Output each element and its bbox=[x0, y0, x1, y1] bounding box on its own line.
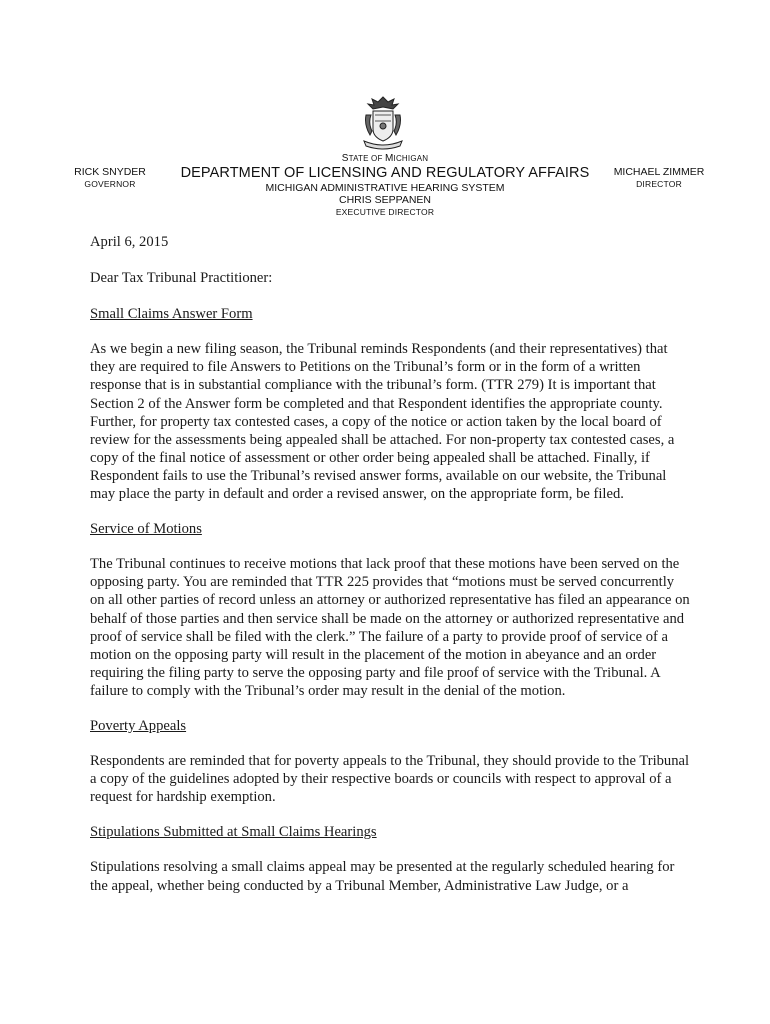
section-text-stipulations: Stipulations resolving a small claims appeal may be presented at the regularly scheduled hearing for the appeal, whether being conducted by a Tribunal Member, Administrative Law Judge, or a bbox=[90, 859, 675, 894]
section-heading-poverty-appeals: Poverty Appeals bbox=[90, 717, 187, 734]
executive-name: CHRIS SEPPANEN bbox=[339, 194, 431, 206]
state-seal-icon bbox=[358, 93, 408, 153]
section-text-poverty-appeals: Respondents are reminded that for poverty appeals to the Tribunal, they should provide to the Tribunal a copy of the guidelines adopted by their respective boards or councils with respect to approval of a request for hardship exemption. bbox=[90, 753, 690, 806]
director-name: MICHAEL ZIMMER bbox=[613, 166, 705, 178]
letter-body bbox=[90, 233, 690, 912]
section-heading-stipulations: Stipulations Submitted at Small Claims Hearings bbox=[90, 824, 377, 841]
letter-date: April 6, 2015 bbox=[90, 234, 169, 250]
system-name: MICHIGAN ADMINISTRATIVE HEARING SYSTEM bbox=[265, 182, 505, 194]
section-heading-service-of-motions: Service of Motions bbox=[90, 521, 202, 538]
section-text-answer-form: As we begin a new filing season, the Tribunal reminds Respondents (and their representatives) that they are required to file Answers to Petitions on the Tribunal’s form or in the form of a written response that is in substantial compliance with the tribunal’s form. (TTR 279) It is important that Section 2 of the Answer form be completed and that Respondent identifies the appropriate county. Further, for property tax contested cases, a copy of the notice or action taken by the local board of review for the assessments being appealed shall be attached. For non-property tax contested cases, a copy of the final notice of assessment or other order being appealed shall be attached. Finally, if Respondent fails to use the Tribunal’s revised answer forms, available on our website, the Tribunal may place the party in default and order a revised answer, on the appropriate form, be filed. bbox=[90, 341, 675, 503]
salutation: Dear Tax Tribunal Practitioner: bbox=[90, 270, 273, 287]
governor-name: RICK SNYDER bbox=[74, 166, 146, 178]
section-heading-answer-form: Small Claims Answer Form bbox=[90, 306, 253, 323]
governor-block bbox=[45, 166, 175, 189]
director-title: DIRECTOR bbox=[636, 179, 682, 189]
executive-title: EXECUTIVE DIRECTOR bbox=[335, 207, 435, 217]
governor-title: GOVERNOR bbox=[84, 179, 136, 189]
director-block bbox=[594, 166, 724, 189]
section-text-service-of-motions: The Tribunal continues to receive motions that lack proof that these motions have been served on the opposing party. You are reminded that TTR 225 provides that “motions must be served concurrently on all other parties of record unless an attorney or authorized representative has filed an appearance on behalf of those parties and then service shall be made on the attorney or authorized representative and proof of service shall be filed with the clerk.” The failure of a party to provide proof of service of a motion on the opposing party will result in the placement of the motion in abeyance and an order requiring the filing party to serve the opposing party and file proof of service with the Tribunal. A failure to comply with the Tribunal’s order may result in the denial of the motion. bbox=[90, 556, 690, 699]
department-name: DEPARTMENT OF LICENSING AND REGULATORY AFFAIRS bbox=[180, 165, 590, 181]
state-of-michigan: STATE OF MICHIGAN bbox=[341, 153, 429, 164]
